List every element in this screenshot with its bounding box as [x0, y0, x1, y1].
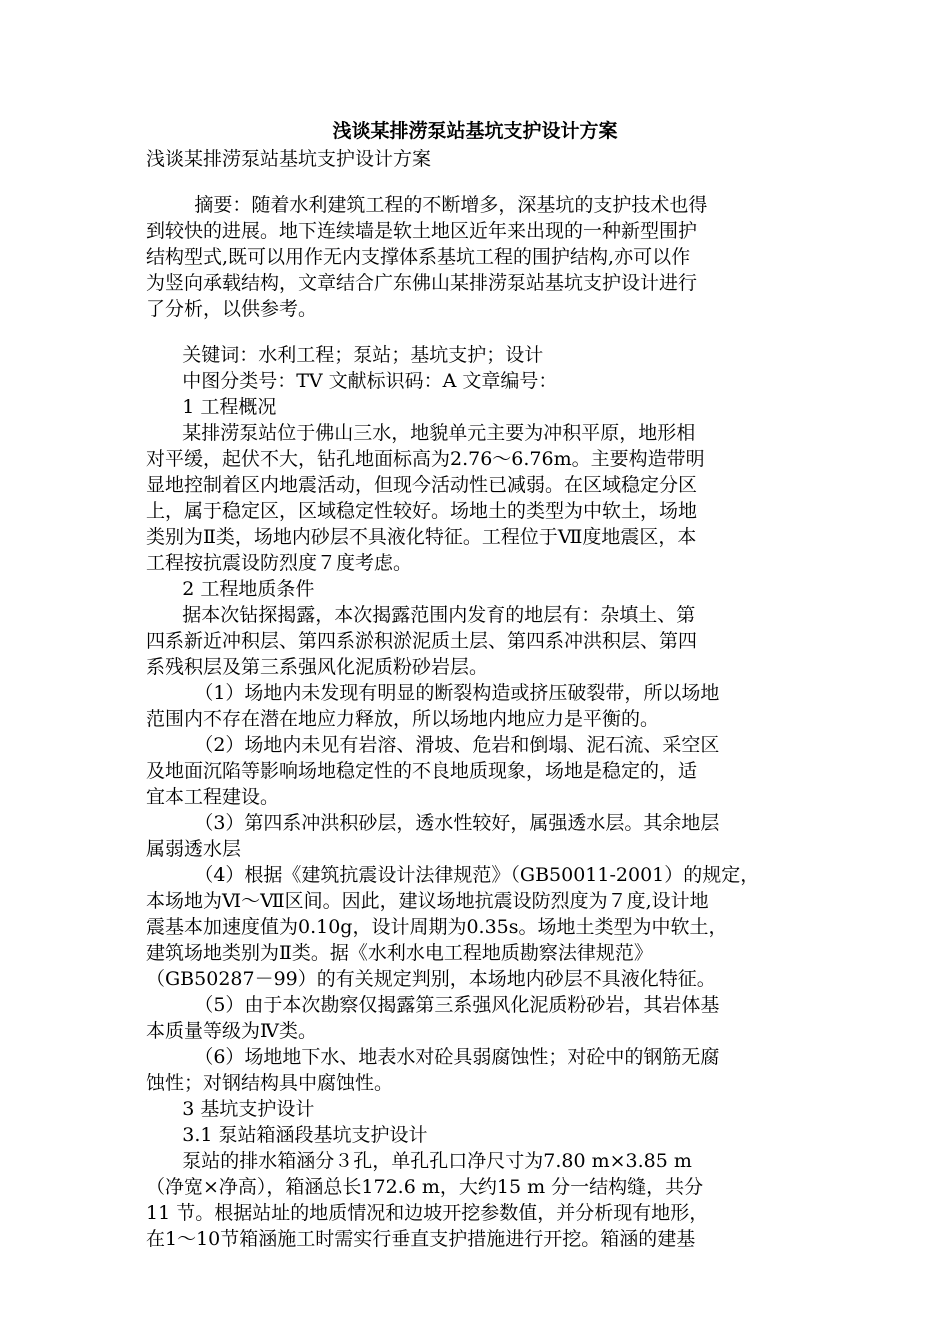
- section-heading: 2 工程地质条件: [146, 578, 315, 600]
- list-item-line: 本质量等级为Ⅳ类。: [146, 1020, 317, 1042]
- paragraph-line: 在1～10节箱涵施工时需实行垂直支护措施进行开挖。箱涵的建基: [146, 1228, 696, 1250]
- paragraph-line: 泵站的排水箱涵分３孔，单孔孔口净尺寸为7.80 m×3.85 m: [146, 1150, 692, 1172]
- list-item-line: 震基本加速度值为0.10g，设计周期为0.35s。场地土类型为中软土，: [146, 916, 728, 938]
- paragraph-line: 某排涝泵站位于佛山三水，地貌单元主要为冲积平原，地形相: [146, 422, 696, 444]
- section-heading: 3 基坑支护设计: [146, 1098, 315, 1120]
- abstract-line: 到较快的进展。地下连续墙是软土地区近年来出现的一种新型围护: [146, 220, 698, 242]
- abstract-line: 结构型式,既可以用作无内支撑体系基坑工程的围护结构,亦可以作: [146, 246, 691, 268]
- list-item-line: （3）第四系冲洪积砂层，透水性较好，属强透水层。其余地层: [146, 812, 720, 834]
- paragraph-line: 11 节。根据站址的地质情况和边坡开挖参数值，并分析现有地形，: [146, 1202, 709, 1224]
- list-item-line: 建筑场地类别为Ⅱ类。据《水利水电工程地质勘察法律规范》: [146, 942, 653, 964]
- abstract-line: 了分析，以供参考。: [146, 298, 318, 320]
- paragraph-line: 上，属于稳定区，区域稳定性较好。场地土的类型为中软土，场地: [146, 500, 698, 522]
- spacer: [146, 172, 806, 192]
- paragraph-line: 工程按抗震设防烈度７度考虑。: [146, 552, 413, 574]
- paragraph-line: 据本次钻探揭露，本次揭露范围内发育的地层有：杂填土、第: [146, 604, 696, 626]
- document-title: 浅谈某排涝泵站基坑支护设计方案: [332, 120, 618, 142]
- list-item-line: 宜本工程建设。: [146, 786, 280, 808]
- section-heading: 1 工程概况: [146, 396, 277, 418]
- paragraph-line: 显地控制着区内地震活动，但现今活动性已减弱。在区域稳定分区: [146, 474, 698, 496]
- paragraph-line: 类别为Ⅱ类，场地内砂层不具液化特征。工程位于Ⅶ度地震区，本: [146, 526, 697, 548]
- list-item-line: （5）由于本次勘察仅揭露第三系强风化泥质粉砂岩，其岩体基: [146, 994, 720, 1016]
- list-item-line: 及地面沉陷等影响场地稳定性的不良地质现象，场地是稳定的，适: [146, 760, 698, 782]
- list-item-line: （6）场地地下水、地表水对砼具弱腐蚀性；对砼中的钢筋无腐: [146, 1046, 720, 1068]
- list-item-line: （1）场地内未发现有明显的断裂构造或挤压破裂带，所以场地: [146, 682, 720, 704]
- list-item-line: 属弱透水层: [146, 838, 242, 860]
- paragraph-line: 对平缓，起伏不大，钻孔地面标高为2.76～6.76m。主要构造带明: [146, 448, 705, 470]
- abstract-line: 摘要：随着水利建筑工程的不断增多，深基坑的支护技术也得: [146, 194, 708, 216]
- spacer: [146, 322, 806, 342]
- list-item-line: 本场地为Ⅵ～Ⅶ区间。因此，建议场地抗震设防烈度为７度,设计地: [146, 890, 709, 912]
- paragraph-line: 四系新近冲积层、第四系淤积淤泥质土层、第四系冲洪积层、第四: [146, 630, 698, 652]
- list-item-line: （2）场地内未见有岩溶、滑坡、危岩和倒塌、泥石流、采空区: [146, 734, 720, 756]
- paragraph-line: （净宽×净高），箱涵总长172.6 m，大约15 m 分一结构缝，共分: [146, 1176, 704, 1198]
- subsection-heading: 3.1 泵站箱涵段基坑支护设计: [146, 1124, 428, 1146]
- list-item-line: （GB50287－99）的有关规定判别，本场地内砂层不具液化特征。: [146, 968, 716, 990]
- keywords-line: 关键词：水利工程；泵站；基坑支护；设计: [146, 344, 544, 366]
- abstract-line: 为竖向承载结构，文章结合广东佛山某排涝泵站基坑支护设计进行: [146, 272, 698, 294]
- document-body: [146, 146, 806, 1252]
- classification-line: 中图分类号：TV 文献标识码：A 文章编号：: [146, 370, 558, 392]
- document-subtitle: 浅谈某排涝泵站基坑支护设计方案: [146, 148, 432, 170]
- list-item-line: 范围内不存在潜在地应力释放，所以场地内地应力是平衡的。: [146, 708, 660, 730]
- paragraph-line: 系残积层及第三系强风化泥质粉砂岩层。: [146, 656, 489, 678]
- list-item-line: 蚀性；对钢结构具中腐蚀性。: [146, 1072, 394, 1094]
- list-item-line: （4）根据《建筑抗震设计法律规范》（GB50011-2001）的规定，: [146, 864, 760, 886]
